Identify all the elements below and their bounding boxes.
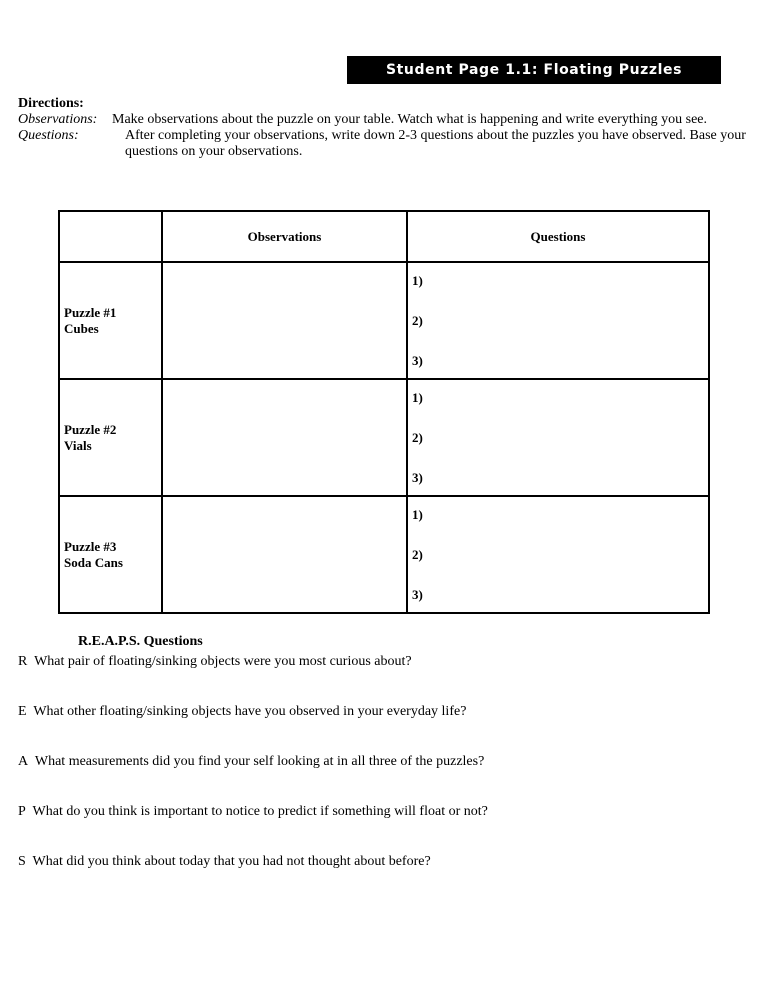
header-blank — [59, 211, 162, 262]
reaps-question-text: What other floating/sinking objects have you observed in your everyday life? — [33, 704, 467, 719]
observations-term: Observations: — [18, 112, 98, 127]
reaps-section — [18, 634, 748, 869]
questions-direction — [18, 128, 748, 160]
questions-term: Questions: — [18, 128, 79, 143]
header-observations: Observations — [162, 211, 407, 262]
puzzle-name: Vials — [64, 437, 92, 453]
question-number: 1) — [412, 506, 423, 522]
table-row — [59, 379, 709, 496]
questions-cell[interactable] — [407, 379, 709, 496]
puzzle-name: Cubes — [64, 320, 99, 336]
question-number: 3) — [412, 469, 423, 485]
reaps-letter: R — [18, 654, 28, 669]
puzzle-number: Puzzle #2 — [64, 421, 117, 437]
reaps-question-e — [18, 704, 466, 720]
puzzle-label-cell — [59, 379, 162, 496]
reaps-question-text: What measurements did you find your self looking at in all three of the puzzles? — [34, 754, 485, 769]
puzzle-number: Puzzle #1 — [64, 304, 117, 320]
observations-direction — [18, 112, 748, 128]
page-title-banner — [347, 56, 721, 84]
reaps-letter: P — [18, 804, 26, 819]
puzzle-label-cell — [59, 262, 162, 379]
reaps-letter: S — [18, 854, 26, 869]
table-row — [59, 262, 709, 379]
observations-cell[interactable] — [162, 496, 407, 613]
reaps-question-s — [18, 854, 431, 870]
puzzle-table — [58, 210, 710, 614]
reaps-question-r — [18, 654, 412, 670]
puzzle-name: Soda Cans — [64, 554, 123, 570]
reaps-letter: E — [18, 704, 27, 719]
questions-cell[interactable] — [407, 262, 709, 379]
table-row — [59, 496, 709, 613]
reaps-title: R.E.A.P.S. Questions — [78, 634, 203, 649]
reaps-question-a — [18, 754, 484, 770]
observations-cell[interactable] — [162, 379, 407, 496]
directions-heading: Directions: — [18, 96, 84, 111]
question-number: 3) — [412, 352, 423, 368]
page-title: Student Page 1.1: Floating Puzzles — [385, 62, 683, 78]
observations-text: Make observations about the puzzle on your table. Watch what is happening and write everything you see. — [112, 112, 707, 127]
question-number: 1) — [412, 272, 423, 288]
questions-cell[interactable] — [407, 496, 709, 613]
header-questions: Questions — [407, 211, 709, 262]
directions-section — [18, 96, 748, 160]
question-number: 2) — [412, 429, 423, 445]
reaps-question-p — [18, 804, 488, 820]
observations-cell[interactable] — [162, 262, 407, 379]
question-number: 1) — [412, 389, 423, 405]
reaps-letter: A — [18, 754, 29, 769]
question-number: 2) — [412, 546, 423, 562]
question-number: 3) — [412, 586, 423, 602]
reaps-question-text: What did you think about today that you had not thought about before? — [32, 854, 431, 869]
puzzle-label-cell — [59, 496, 162, 613]
puzzle-number: Puzzle #3 — [64, 538, 117, 554]
question-number: 2) — [412, 312, 423, 328]
reaps-question-text: What pair of floating/sinking objects were you most curious about? — [34, 654, 412, 669]
questions-text: After completing your observations, write down 2-3 questions about the puzzles you have observed. Base your questions on your observations. — [125, 128, 746, 159]
reaps-question-text: What do you think is important to notice to predict if something will float or not? — [32, 804, 488, 819]
table-header-row — [59, 211, 709, 262]
